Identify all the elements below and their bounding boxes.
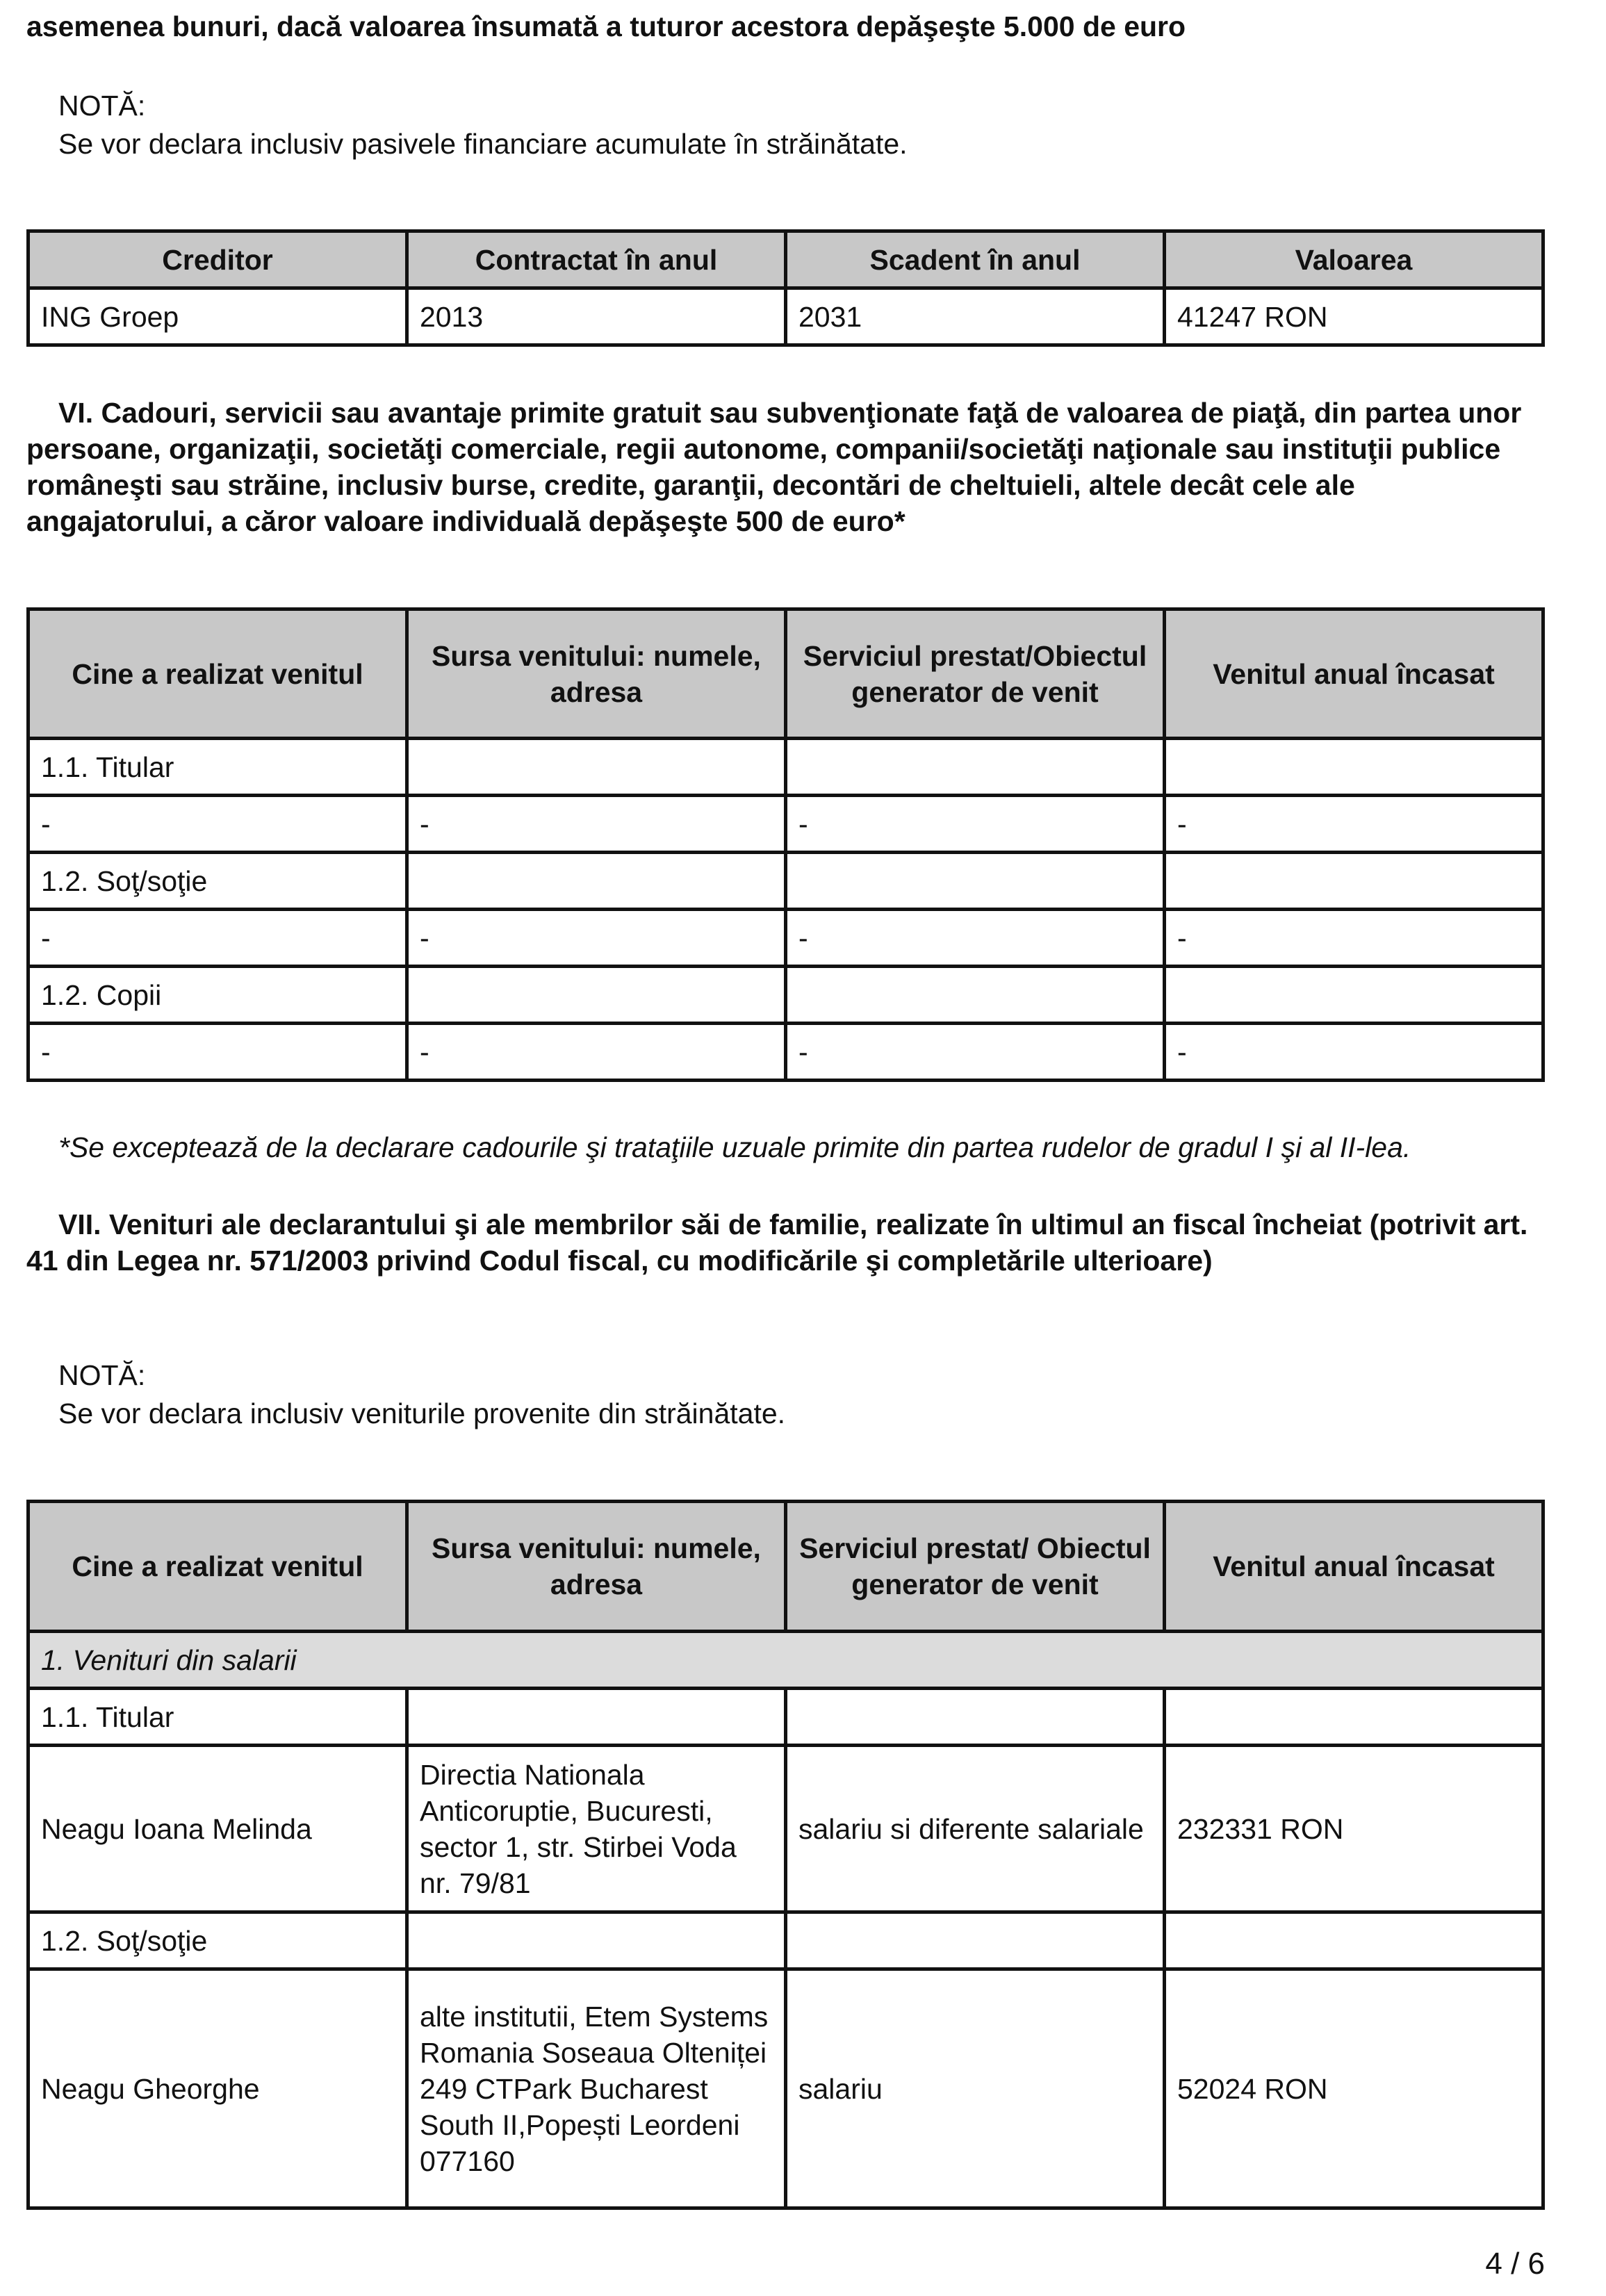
cell-service-provided	[786, 853, 1165, 910]
cell-creditor: ING Groep	[28, 288, 407, 345]
cell-annual-income	[1165, 1912, 1543, 1969]
cell-income-earner: 1.1. Titular	[28, 739, 407, 796]
cell-income-source	[407, 1689, 786, 1746]
cell-value: 41247 RON	[1165, 288, 1543, 345]
table-row	[28, 796, 1543, 853]
header-income-earner: Cine a realizat venitul	[28, 609, 407, 739]
table-header-row	[28, 231, 1543, 288]
cell-annual-income	[1165, 967, 1543, 1024]
header-annual-income: Venitul anual încasat	[1165, 1502, 1543, 1632]
table-row	[28, 288, 1543, 345]
cell-service-provided	[786, 739, 1165, 796]
page-number: 4 / 6	[1485, 2247, 1545, 2281]
cell-service-provided: -	[786, 1024, 1165, 1081]
income-table	[26, 1500, 1545, 2210]
cell-income-source	[407, 739, 786, 796]
cell-annual-income: -	[1165, 796, 1543, 853]
cell-annual-income: 52024 RON	[1165, 1969, 1543, 2208]
cell-due-year: 2031	[786, 288, 1165, 345]
cell-income-earner: Neagu Ioana Melinda	[28, 1746, 407, 1912]
cell-income-source	[407, 967, 786, 1024]
table-row	[28, 1969, 1543, 2208]
gifts-table	[26, 607, 1545, 1082]
table-header-row	[28, 609, 1543, 739]
table-row	[28, 739, 1543, 796]
header-creditor: Creditor	[28, 231, 407, 288]
cell-annual-income: -	[1165, 910, 1543, 967]
cell-income-earner: 1.1. Titular	[28, 1689, 407, 1746]
table-row	[28, 1746, 1543, 1912]
cell-income-earner: -	[28, 910, 407, 967]
cell-service-provided: -	[786, 910, 1165, 967]
cell-service-provided	[786, 967, 1165, 1024]
table-subheading-row	[28, 1632, 1543, 1689]
section-vi-heading: VI. Cadouri, servicii sau avantaje primite gratuit sau subvenţionate faţă de valoarea de piaţă, din partea unor persoane, organizaţii, societăţi comerciale, regii autonome, companii/societăţi naţionale sau instituţii publice româneşti sau străine, inclusiv burse, credite, garanţii, decontări de cheltuieli, altele decât cele ale angajatorului, a căror valoare individuală depăşeşte 500 de euro*	[26, 397, 1522, 537]
note-label: NOTĂ:	[58, 90, 146, 122]
cell-service-provided	[786, 1912, 1165, 1969]
cell-annual-income	[1165, 739, 1543, 796]
cell-income-source: -	[407, 796, 786, 853]
table-row	[28, 1024, 1543, 1081]
table-row	[28, 1912, 1543, 1969]
section-vii-heading: VII. Venituri ale declarantului şi ale membrilor săi de familie, realizate în ultimul an fiscal încheiat (potrivit art. 41 din Legea nr. 571/2003 privind Codul fiscal, cu modificările şi completările ulterioare)	[26, 1208, 1528, 1277]
table-header-row	[28, 1502, 1543, 1632]
header-service-provided: Serviciul prestat/Obiectul generator de venit	[786, 609, 1165, 739]
table-row	[28, 910, 1543, 967]
cell-annual-income: -	[1165, 1024, 1543, 1081]
table-row	[28, 1689, 1543, 1746]
cell-income-source: -	[407, 910, 786, 967]
cell-service-provided	[786, 1689, 1165, 1746]
table-row	[28, 967, 1543, 1024]
header-value: Valoarea	[1165, 231, 1543, 288]
note-label: NOTĂ:	[58, 1359, 146, 1391]
cell-annual-income	[1165, 853, 1543, 910]
header-contracted-year: Contractat în anul	[407, 231, 786, 288]
cell-annual-income: 232331 RON	[1165, 1746, 1543, 1912]
header-income-earner: Cine a realizat venitul	[28, 1502, 407, 1632]
header-due-year: Scadent în anul	[786, 231, 1165, 288]
header-service-provided: Serviciul prestat/ Obiectul generator de venit	[786, 1502, 1165, 1632]
note-financial-liabilities	[58, 87, 908, 163]
cell-annual-income	[1165, 1689, 1543, 1746]
header-annual-income: Venitul anual încasat	[1165, 609, 1543, 739]
gift-footnote: *Se exceptează de la declarare cadourile şi trataţiile uzuale primite din partea rudelor de gradul I şi al II-lea.	[58, 1131, 1411, 1163]
note-text: Se vor declara inclusiv pasivele financiare acumulate în străinătate.	[58, 128, 908, 160]
cell-income-earner: 1.2. Soţ/soţie	[28, 853, 407, 910]
debts-table	[26, 229, 1545, 347]
header-income-source: Sursa venitului: numele, adresa	[407, 609, 786, 739]
cell-service-provided: salariu	[786, 1969, 1165, 2208]
header-income-source: Sursa venitului: numele, adresa	[407, 1502, 786, 1632]
cell-service-provided: -	[786, 796, 1165, 853]
cell-income-source	[407, 1912, 786, 1969]
cell-service-provided: salariu si diferente salariale	[786, 1746, 1165, 1912]
cell-income-source: alte institutii, Etem Systems Romania Soseaua Olteniței 249 CTPark Bucharest South II,Popești Leordeni 077160	[407, 1969, 786, 2208]
cell-income-earner: Neagu Gheorghe	[28, 1969, 407, 2208]
table-row	[28, 853, 1543, 910]
cell-income-source	[407, 853, 786, 910]
cell-income-earner: 1.2. Soţ/soţie	[28, 1912, 407, 1969]
subheading-salary-income: 1. Venituri din salarii	[28, 1632, 1543, 1689]
cell-income-earner: -	[28, 1024, 407, 1081]
cell-contracted-year: 2013	[407, 288, 786, 345]
cell-income-earner: -	[28, 796, 407, 853]
cell-income-earner: 1.2. Copii	[28, 967, 407, 1024]
note-foreign-income	[58, 1356, 785, 1433]
note-text: Se vor declara inclusiv veniturile provenite din străinătate.	[58, 1397, 786, 1429]
cell-income-source: Directia Nationala Anticoruptie, Bucuresti, sector 1, str. Stirbei Voda nr. 79/81	[407, 1746, 786, 1912]
cell-income-source: -	[407, 1024, 786, 1081]
top-continuation-text: asemenea bunuri, dacă valoarea însumată a tuturor acestora depăşeşte 5.000 de euro	[26, 10, 1186, 42]
